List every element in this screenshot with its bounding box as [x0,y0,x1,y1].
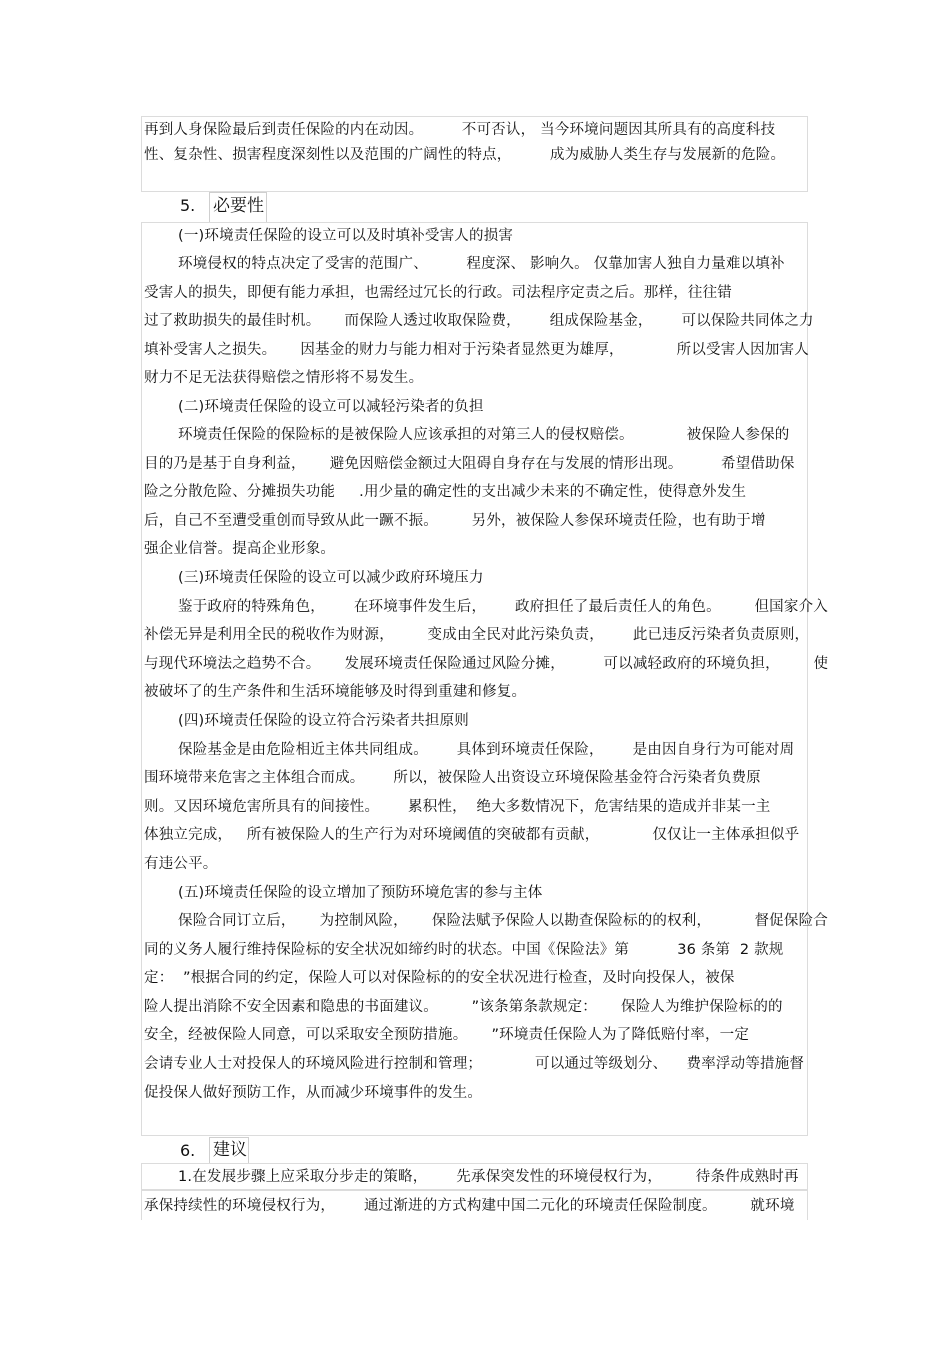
section6-paragraph-line: 承保持续性的环境侵权行为， 通过渐进的方式构建中国二元化的环境责任保险制度。 就环境 [144,1198,795,1214]
section5-number: 5. [180,196,196,215]
intro-line-1: 再到人身保险最后到责任保险的内在动因。 不可否认， 当今环境问题因其所具有的高度科技 [144,122,776,138]
intro-line-2: 性、复杂性、损害程度深刻性以及范围的广阔性的特点， 成为威胁人类生存与发展新的危险。 [144,147,786,163]
section5-paragraph-line: 填补受害人之损失。 因基金的财力与能力相对于污染者显然更为雄厚， 所以受害人因加害人 [144,342,809,358]
section5-paragraph-line: 环境责任保险的保险标的是被保险人应该承担的对第三人的侵权赔偿。 被保险人参保的 [178,427,790,443]
section5-paragraph-line: 过了救助损失的最佳时机。 而保险人透过收取保险费， 组成保险基金， 可以保险共同体之力 [144,313,814,329]
section5-paragraph-line: 险人提出消除不安全因素和隐患的书面建议。 ”该条第条款规定： 保险人为维护保险标的的 [144,999,783,1015]
section5-paragraph-line: 受害人的损失，即便有能力承担，也需经过冗长的行政。司法程序定责之后。那样，往往错 [144,285,732,301]
section5-paragraph-line: 有违公平。 [144,856,218,872]
section5-paragraph-line: 体独立完成， 所有被保险人的生产行为对环境阈值的突破都有贡献， 仅仅让一主体承担似乎 [144,827,800,843]
section5-subheading-4: (四)环境责任保险的设立符合污染者共担原则 [178,713,470,729]
section5-paragraph-line: 保险合同订立后， 为控制风险， 保险法赋予保险人以勘查保险标的的权利， 督促保险合 [178,913,828,929]
section6-title: 建议 [213,1140,247,1160]
section5-paragraph-line: 则。又因环境危害所具有的间接性。 累积性， 绝大多数情况下，危害结果的造成并非某一主 [144,799,771,815]
section5-paragraph-line: 补偿无异是利用全民的税收作为财源， 变成由全民对此污染负责， 此已违反污染者负责原则， [144,627,810,643]
section5-paragraph-line: 安全，经被保险人同意，可以采取安全预防措施。 ”环境责任保险人为了降低赔付率，一定 [144,1027,750,1043]
section5-paragraph-line: 促投保人做好预防工作，从而减少环境事件的发生。 [144,1085,483,1101]
section5-paragraph-line: 环境侵权的特点决定了受害的范围广、 程度深、 影响久。 仅靠加害人独自力量难以填补 [178,256,785,272]
section5-paragraph-line: 会请专业人士对投保人的环境风险进行控制和管理； 可以通过等级划分、 费率浮动等措施督 [144,1056,805,1072]
section5-paragraph-line: 险之分散危险、分摊损失功能 .用少量的确定性的支出减少未来的不确定性，使得意外发生 [144,484,747,500]
section5-paragraph-line: 保险基金是由危险相近主体共同组成。 具体到环境责任保险， 是由因自身行为可能对周 [178,742,795,758]
section6-number: 6. [180,1141,196,1160]
section5-subheading-3: (三)环境责任保险的设立可以减少政府环境压力 [178,570,484,586]
section5-paragraph-line: 围环境带来危害之主体组合而成。 所以，被保险人出资设立环境保险基金符合污染者负费原 [144,770,761,786]
section5-paragraph-line: 定： ”根据合同的约定，保险人可以对保险标的的安全状况进行检查，及时向投保人，被保 [144,970,735,986]
section5-paragraph-line: 目的乃是基于自身利益， 避免因赔偿金额过大阻碍自身存在与发展的情形出现。 希望借助保 [144,456,795,472]
section5-paragraph-line: 财力不足无法获得赔偿之情形将不易发生。 [144,370,424,386]
section5-paragraph-line: 同的义务人履行维持保险标的安全状况如缔约时的状态。中国《保险法》第 36 条第 2 款规 [144,942,784,958]
section5-title: 必要性 [213,196,264,216]
section5-subheading-5: (五)环境责任保险的设立增加了预防环境危害的参与主体 [178,885,543,901]
section5-paragraph-line: 鉴于政府的特殊角色， 在环境事件发生后， 政府担任了最后责任人的角色。 但国家介入 [178,599,828,615]
section5-subheading-2: (二)环境责任保险的设立可以减轻污染者的负担 [178,399,484,415]
section5-subheading-1: (一)环境责任保险的设立可以及时填补受害人的损害 [178,228,514,244]
section6-paragraph-line: 1.在发展步骤上应采取分步走的策略， 先承保突发性的环境侵权行为， 待条件成熟时再 [178,1169,799,1185]
section5-paragraph-line: 强企业信誉。提高企业形象。 [144,541,336,557]
section5-paragraph-line: 被破坏了的生产条件和生活环境能够及时得到重建和修复。 [144,684,527,700]
section5-paragraph-line: 后，自己不至遭受重创而导致从此一蹶不振。 另外，被保险人参保环境责任险，也有助于增 [144,513,766,529]
section5-paragraph-line: 与现代环境法之趋势不合。 发展环境责任保险通过风险分摊， 可以减轻政府的环境负担， 使 [144,656,829,672]
